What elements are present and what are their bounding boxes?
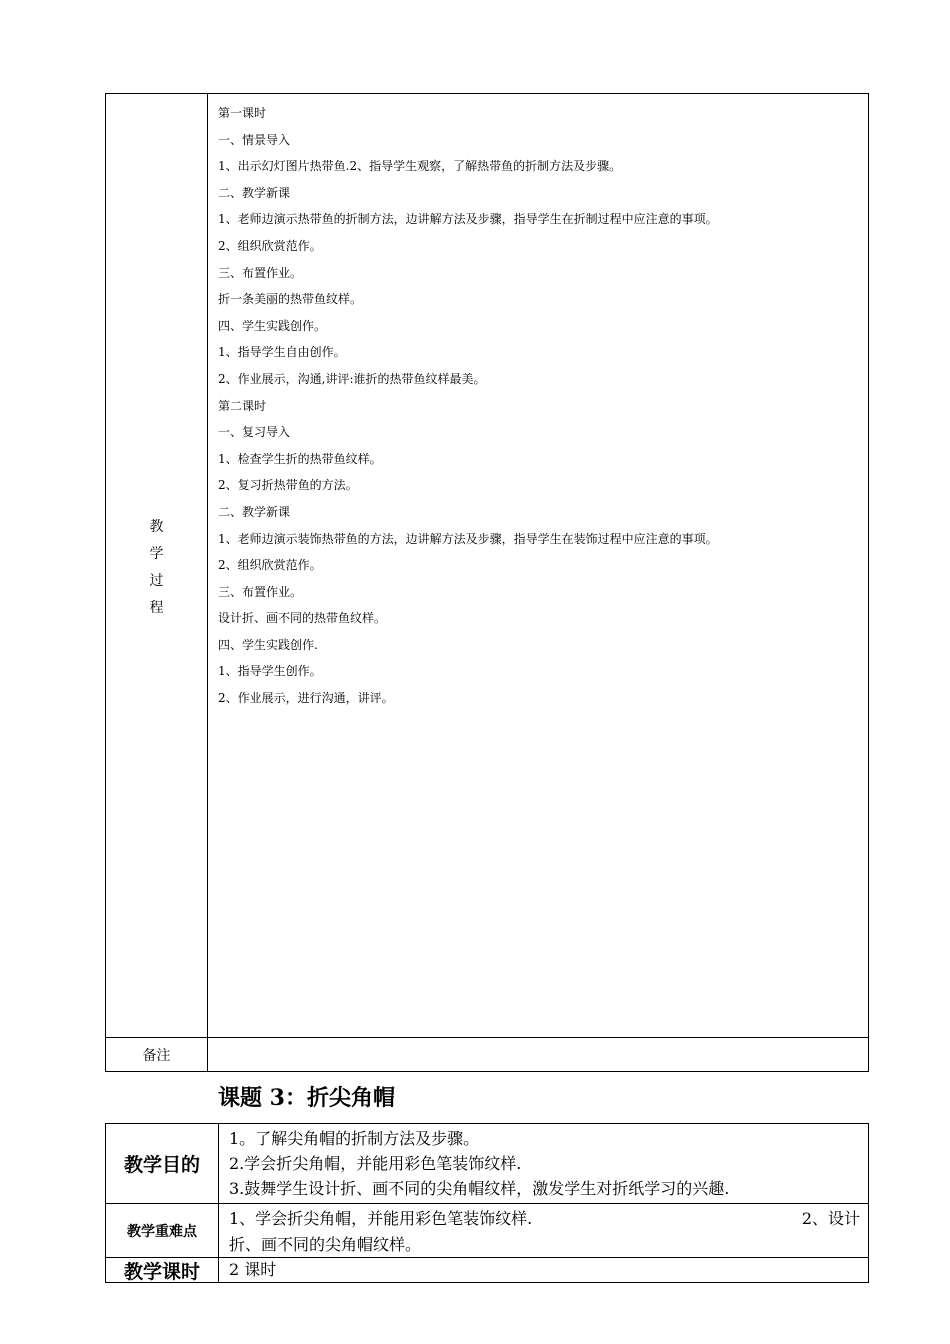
process-label (106, 514, 207, 622)
key-point-text: 折、画不同的尖角帽纹样。 (229, 1234, 422, 1254)
objective-item: 2.学会折尖角帽，并能用彩色笔装饰纹样. (229, 1154, 522, 1173)
objectives-value (219, 1124, 868, 1203)
process-line: 四、学生实践创作。 (218, 318, 327, 333)
notes-row (106, 1037, 868, 1071)
label-char: 学 (149, 546, 164, 562)
label-char: 过 (149, 573, 164, 589)
notes-label: 备注 (106, 1038, 208, 1071)
process-line: 2、作业展示，沟通,讲评:谁折的热带鱼纹样最美。 (218, 371, 486, 386)
process-line: 一、复习导入 (218, 425, 291, 440)
process-line: 二、教学新课 (218, 185, 291, 200)
key-points-row (106, 1204, 868, 1258)
key-point-text: 2、设计 (801, 1209, 860, 1228)
process-line: 1、出示幻灯图片热带鱼.2、指导学生观察，了解热带鱼的折制方法及步骤。 (218, 159, 622, 174)
process-lines (208, 94, 868, 712)
process-line: 2、组织欣赏范作。 (218, 558, 322, 573)
process-line: 一、情景导入 (218, 132, 291, 147)
process-line: 折一条美丽的热带鱼纹样。 (218, 292, 363, 307)
process-line: 1、指导学生自由创作。 (218, 345, 346, 360)
process-line: 1、检查学生折的热带鱼纹样。 (218, 451, 382, 466)
process-line: 二、教学新课 (218, 504, 291, 519)
process-line: 2、作业展示，进行沟通，讲评。 (218, 691, 394, 706)
label-char: 程 (149, 600, 164, 616)
objective-item: 3.鼓舞学生设计折、画不同的尖角帽纹样，激发学生对折纸学习的兴趣. (229, 1179, 730, 1198)
process-line: 1、老师边演示热带鱼的折制方法，边讲解方法及步骤，指导学生在折制过程中应注意的事项。 (218, 212, 718, 227)
lesson-plan-table (105, 1123, 869, 1283)
objective-item: 1。了解尖角帽的折制方法及步骤。 (229, 1129, 480, 1148)
objectives-label: 教学目的 (106, 1124, 219, 1203)
hours-row (106, 1258, 868, 1282)
teaching-process-table (105, 93, 869, 1072)
hours-label: 教学课时 (106, 1258, 219, 1282)
process-line: 第二课时 (218, 398, 267, 413)
process-line: 第一课时 (218, 106, 267, 120)
hours-value: 2 课时 (229, 1260, 277, 1279)
key-point-text: 1、学会折尖角帽，并能用彩色笔装饰纹样. (229, 1209, 533, 1228)
process-label-cell (106, 94, 208, 1037)
process-line: 三、布置作业。 (218, 265, 303, 280)
process-line: 1、老师边演示装饰热带鱼的方法，边讲解方法及步骤，指导学生在装饰过程中应注意的事项。 (218, 531, 718, 546)
objectives-row (106, 1124, 868, 1204)
process-line: 三、布置作业。 (218, 584, 303, 599)
process-line: 2、组织欣赏范作。 (218, 238, 322, 253)
lesson-title: 课题 3：折尖角帽 (218, 1085, 395, 1111)
key-points-value (219, 1204, 868, 1257)
process-line: 设计折、画不同的热带鱼纹样。 (218, 611, 387, 626)
process-line: 四、学生实践创作. (218, 637, 318, 652)
label-char: 教 (149, 519, 164, 535)
process-line: 2、复习折热带鱼的方法。 (218, 478, 358, 493)
key-points-label: 教学重难点 (106, 1204, 219, 1257)
process-line: 1、指导学生创作。 (218, 664, 322, 679)
process-content-cell (208, 94, 868, 1037)
